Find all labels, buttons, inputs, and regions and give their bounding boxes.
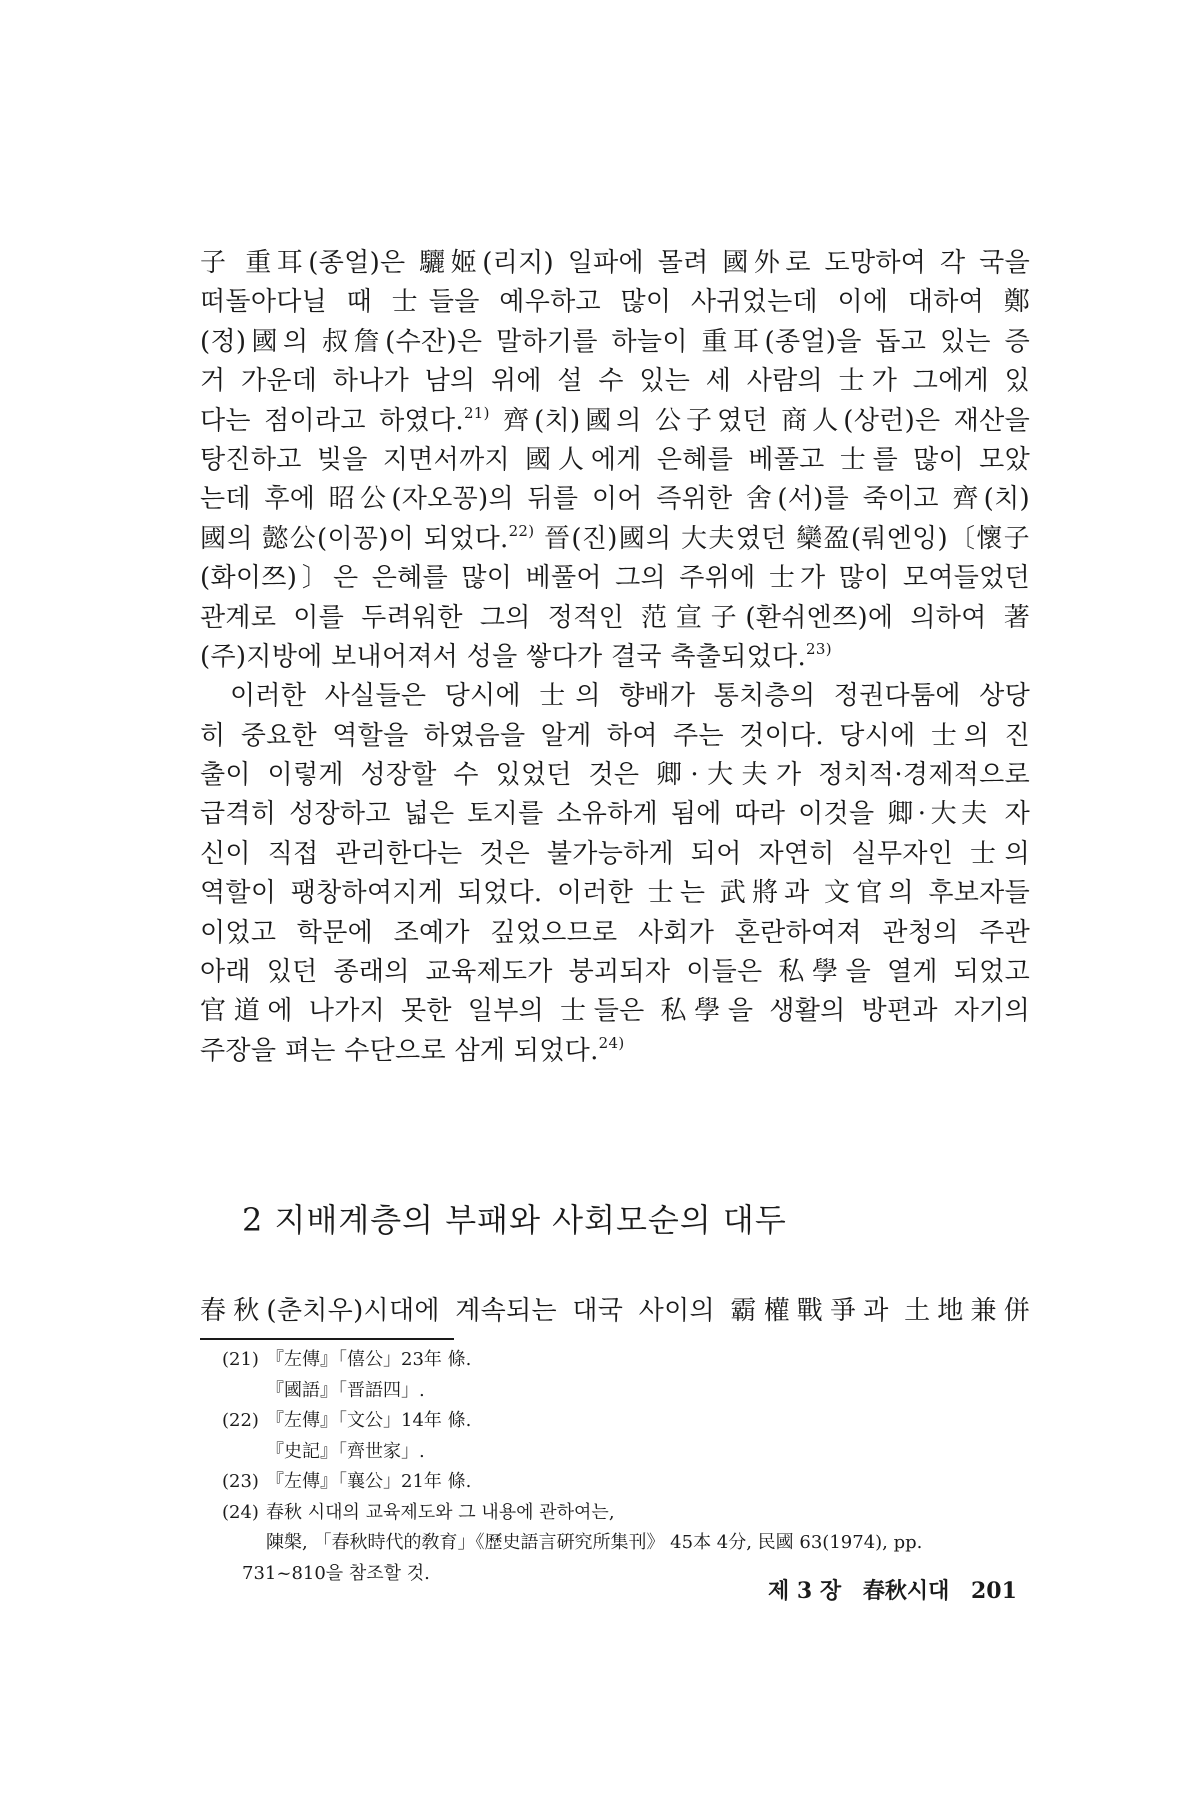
footnote-number: (23): [222, 1471, 259, 1492]
footnote-text: 『左傳』「文公」14年 條.: [266, 1410, 472, 1431]
footnote-text: 『史記』「齊世家」.: [266, 1440, 425, 1462]
body-line: [200, 559, 1030, 598]
body-line-text: (화이쯔)〕은 은혜를 많이 베풀어 그의 주위에 士가 많이 모여들었던: [200, 563, 1030, 594]
body-line-text: 탕진하고 빚을 지면서까지 國人에게 은혜를 베풀고 士를 많이 모았: [200, 444, 1030, 475]
footnote-line: [222, 1467, 1042, 1498]
body-line: [200, 362, 1030, 401]
section-heading: 2 지배계층의 부패와 사회모순의 대두: [242, 1201, 787, 1239]
body-line-text: 떠돌아다닐 때 士들을 예우하고 많이 사귀었는데 이에 대하여 鄭: [200, 287, 1030, 318]
body-line: [200, 441, 1030, 480]
footnote-line: [222, 1498, 1042, 1529]
body-line: 春秋(춘치우)시대에 계속되는 대국 사이의 霸權戰爭과 土地兼併: [200, 1296, 1030, 1326]
footnote-text: 『左傳』「僖公」23年 條.: [266, 1349, 472, 1370]
body-line: [200, 1032, 1030, 1071]
body-line: [200, 599, 1030, 638]
footnote-text: 陳槃, 「春秋時代的敎育」《歷史語言硏究所集刊》 45本 4分, 民國 63(1974), pp.: [266, 1532, 923, 1553]
chapter-label: 제 3 장: [768, 1578, 842, 1604]
footnote-number: (24): [222, 1501, 259, 1523]
body-line-text: 國의 懿公(이꽁)이 되었다.: [200, 523, 509, 554]
body-line-text: 출이 이렇게 성장할 수 있었던 것은 卿·大夫가 정치적·경제적으로: [200, 760, 1030, 791]
footnote-text: 『左傳』「襄公」21年 條.: [266, 1471, 472, 1492]
body-line-text: 는데 후에 昭公(자오꽁)의 뒤를 이어 즉위한 舍(서)를 죽이고 齊(치): [200, 484, 1030, 515]
body-text: [200, 244, 1030, 1071]
body-line-text: 관계로 이를 두려워한 그의 정적인 范宣子(환쉬엔쯔)에 의하여 著: [200, 602, 1030, 633]
body-line-text: 아래 있던 종래의 교육제도가 붕괴되자 이들은 私學을 열게 되었고: [200, 957, 1030, 988]
footnote-text: 春秋 시대의 교육제도와 그 내용에 관하여는,: [266, 1501, 615, 1523]
footnote-text: 731~810을 참조할 것.: [242, 1562, 430, 1584]
body-line-text: 역할이 팽창하여지게 되었다. 이러한 士는 武將과 文官의 후보자들: [200, 878, 1030, 909]
body-line: [200, 717, 1030, 756]
footnote-number: (21): [222, 1349, 259, 1370]
footnote-line: [222, 1528, 1042, 1559]
body-line: [200, 323, 1030, 362]
body-line: [200, 283, 1030, 322]
footnote-line: [222, 1437, 1042, 1468]
body-line-text: 齊(치)國의 公子였던 商人(상런)은 재산을: [489, 405, 1030, 436]
footnotes: [222, 1345, 1042, 1589]
body-line-text: 거 가운데 하나가 남의 위에 설 수 있는 세 사람의 士가 그에게 있: [200, 366, 1030, 397]
footnote-line: [222, 1376, 1042, 1407]
footnote-ref: 22): [508, 521, 535, 540]
body-line: [200, 520, 1030, 559]
footnote-rule: [200, 1338, 454, 1340]
chapter-title: 春秋시대: [862, 1578, 950, 1604]
body-line-text: 이러한 사실들은 당시에 士의 향배가 통치층의 정권다툼에 상당: [230, 681, 1030, 712]
body-line-text: 官道에 나가지 못한 일부의 士들은 私學을 생활의 방편과 자기의: [200, 996, 1030, 1027]
body-line-text: 다는 점이라고 하였다.: [200, 405, 464, 436]
body-line-text: 子 重耳(종얼)은 驪姬(리지) 일파에 몰려 國外로 도망하여 각 국을: [200, 248, 1030, 278]
footnote-text: 『國語』「晋語四」.: [266, 1379, 425, 1401]
body-line: [200, 756, 1030, 795]
footnote-ref: 23): [806, 639, 832, 658]
body-line: [200, 992, 1030, 1031]
footnote-line: [222, 1406, 1042, 1437]
page-number: 201: [971, 1578, 1017, 1604]
body-line-text: (정)國의 叔詹(수잔)은 말하기를 하늘이 重耳(종얼)을 돕고 있는 증: [200, 326, 1030, 357]
footnote-ref: 24): [598, 1033, 625, 1052]
body-line-text: (주)지방에 보내어져서 성을 쌓다가 결국 축출되었다.: [200, 641, 807, 672]
body-line: [200, 914, 1030, 953]
footnote-number: (22): [222, 1410, 259, 1431]
body-line: [200, 402, 1030, 441]
body-line-text: 晉(진)國의 大夫였던 欒盈(뤄엔잉)〔懷子: [534, 523, 1030, 554]
body-line: [200, 835, 1030, 874]
body-line: [200, 953, 1030, 992]
body-line-text: 신이 직접 관리한다는 것은 불가능하게 되어 자연히 실무자인 士의: [200, 838, 1030, 869]
body-line: [200, 244, 1030, 283]
body-line: [200, 638, 1030, 677]
body-line-text: 급격히 성장하고 넓은 토지를 소유하게 됨에 따라 이것을 卿·大夫 자: [200, 799, 1030, 830]
footnote-ref: 21): [463, 403, 490, 422]
body-text-continued: [200, 1292, 1030, 1331]
body-line: [200, 874, 1030, 913]
body-line: [200, 677, 1030, 716]
body-line-text: 이었고 학문에 조예가 깊었으므로 사회가 혼란하여져 관청의 주관: [200, 917, 1030, 948]
running-footer: [768, 1576, 1031, 1606]
body-line-text: 주장을 펴는 수단으로 삼게 되었다.: [200, 1035, 599, 1066]
body-line: [200, 795, 1030, 834]
body-line-text: 히 중요한 역할을 하였음을 알게 하여 주는 것이다. 당시에 士의 진: [200, 720, 1030, 751]
body-line: [200, 480, 1030, 519]
footnote-line: [222, 1345, 1042, 1376]
